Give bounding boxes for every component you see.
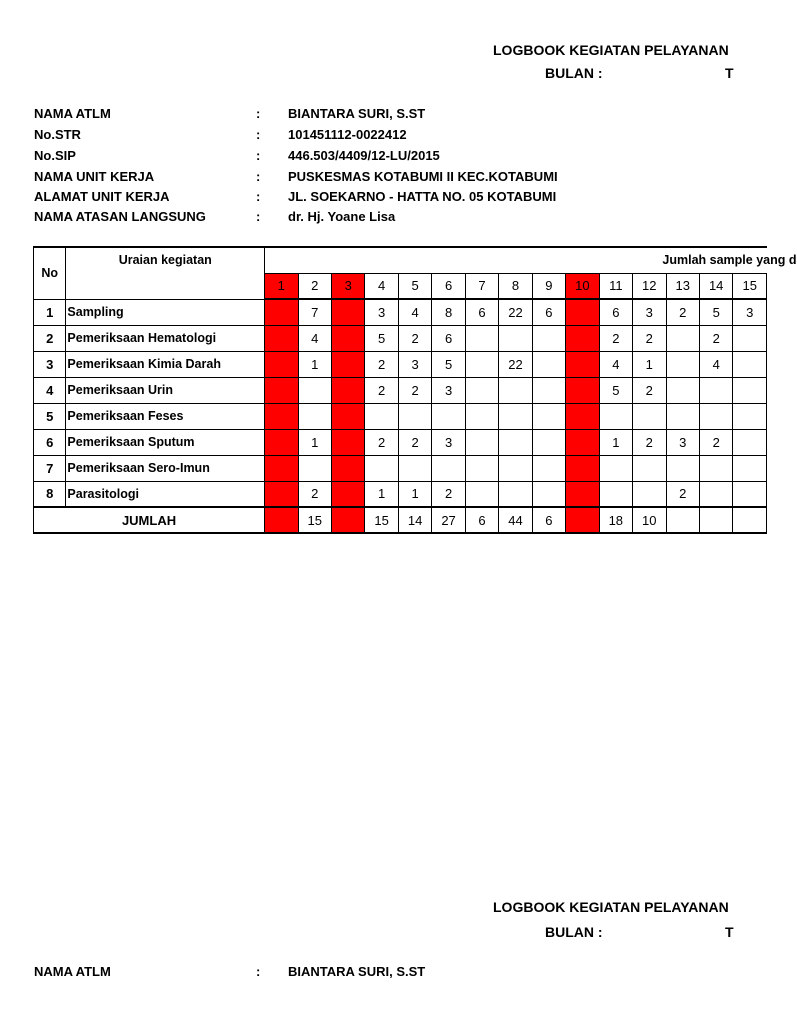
info-value: PUSKESMAS KOTABUMI II KEC.KOTABUMI	[288, 169, 558, 184]
total-cell	[699, 507, 732, 533]
sample-count-cell: 2	[633, 377, 666, 403]
info-value: JL. SOEKARNO - HATTA NO. 05 KOTABUMI	[288, 189, 557, 204]
day-column-header: 3	[331, 273, 364, 299]
sample-count-cell	[265, 403, 298, 429]
sample-count-cell	[566, 377, 599, 403]
sample-count-cell	[465, 377, 498, 403]
sample-count-cell: 4	[298, 325, 331, 351]
sample-count-cell	[532, 429, 565, 455]
sample-count-cell	[331, 325, 364, 351]
table-row	[34, 481, 767, 507]
info-value: 446.503/4409/12-LU/2015	[288, 148, 440, 163]
activity-name: Pemeriksaan Kimia Darah	[66, 351, 265, 377]
sample-count-cell: 2	[633, 429, 666, 455]
sample-count-cell	[532, 377, 565, 403]
sample-count-cell: 3	[666, 429, 699, 455]
sample-count-cell	[465, 351, 498, 377]
info-row-no-sip	[34, 146, 768, 166]
sample-count-cell: 4	[599, 351, 632, 377]
table-row	[34, 351, 767, 377]
sample-count-cell: 6	[432, 325, 465, 351]
sample-count-cell: 5	[699, 299, 732, 325]
sample-count-cell: 2	[666, 299, 699, 325]
sample-count-cell: 4	[699, 351, 732, 377]
sample-count-cell	[733, 351, 767, 377]
sample-count-cell	[532, 403, 565, 429]
sample-count-cell	[331, 299, 364, 325]
info-separator: :	[256, 106, 261, 121]
day-column-header: 7	[465, 273, 498, 299]
day-column-header: 15	[733, 273, 767, 299]
info-label: ALAMAT UNIT KERJA	[34, 189, 170, 204]
total-cell: 44	[499, 507, 532, 533]
sample-count-cell: 8	[432, 299, 465, 325]
sample-count-cell: 1	[365, 481, 398, 507]
table-row	[34, 377, 767, 403]
sample-count-cell	[733, 455, 767, 481]
column-header-sample-count	[265, 247, 797, 273]
total-cell: 14	[398, 507, 431, 533]
day-column-header: 14	[699, 273, 732, 299]
row-number: 7	[34, 455, 66, 481]
row-number: 4	[34, 377, 66, 403]
sample-count-cell	[633, 481, 666, 507]
sample-count-cell: 1	[298, 429, 331, 455]
sample-count-cell	[465, 403, 498, 429]
sample-count-cell	[733, 403, 767, 429]
sample-count-cell	[532, 325, 565, 351]
sample-count-cell	[298, 455, 331, 481]
total-cell: 18	[599, 507, 632, 533]
info-separator: :	[256, 189, 261, 204]
activity-name: Pemeriksaan Sero-Imun	[66, 455, 265, 481]
column-header-no: No	[34, 247, 66, 299]
sample-count-cell	[265, 351, 298, 377]
total-cell: 6	[465, 507, 498, 533]
sample-count-cell	[566, 351, 599, 377]
sample-count-cell	[733, 481, 767, 507]
row-number: 1	[34, 299, 66, 325]
table-row	[34, 455, 767, 481]
activity-name: Parasitologi	[66, 481, 265, 507]
sample-count-cell: 2	[633, 325, 666, 351]
sample-count-cell	[566, 481, 599, 507]
sample-count-cell	[265, 481, 298, 507]
sample-count-cell: 1	[298, 351, 331, 377]
sample-count-cell: 2	[699, 325, 732, 351]
info-row-nama-atlm	[34, 104, 768, 124]
info-value: BIANTARA SURI, S.ST	[288, 964, 426, 979]
total-cell: 27	[432, 507, 465, 533]
day-column-header: 2	[298, 273, 331, 299]
row-number: 8	[34, 481, 66, 507]
sample-count-cell: 6	[599, 299, 632, 325]
info-label: NAMA ATASAN LANGSUNG	[34, 209, 206, 224]
sample-count-cell	[465, 325, 498, 351]
day-column-header: 5	[398, 273, 431, 299]
activity-name: Pemeriksaan Sputum	[66, 429, 265, 455]
day-column-header: 6	[432, 273, 465, 299]
sample-count-cell	[566, 429, 599, 455]
total-cell	[566, 507, 599, 533]
sample-count-cell: 6	[465, 299, 498, 325]
sample-count-cell: 3	[398, 351, 431, 377]
sample-count-cell: 2	[365, 429, 398, 455]
info-value: dr. Hj. Yoane Lisa	[288, 209, 396, 224]
sample-count-cell	[331, 429, 364, 455]
sample-count-cell	[733, 377, 767, 403]
sample-count-cell: 3	[365, 299, 398, 325]
day-column-header: 1	[265, 273, 298, 299]
row-number: 6	[34, 429, 66, 455]
sample-count-cell: 2	[666, 481, 699, 507]
sample-count-cell	[465, 455, 498, 481]
footer-info-row-nama-atlm	[34, 962, 768, 982]
logbook-table	[33, 246, 797, 534]
sample-count-label: Jumlah sample yang d	[662, 253, 797, 268]
sample-count-cell	[599, 403, 632, 429]
sample-count-cell	[298, 403, 331, 429]
day-column-header: 11	[599, 273, 632, 299]
activity-name: Pemeriksaan Feses	[66, 403, 265, 429]
sample-count-cell	[432, 403, 465, 429]
sample-count-cell	[666, 325, 699, 351]
sample-count-cell	[499, 403, 532, 429]
sample-count-cell: 5	[365, 325, 398, 351]
info-row-atasan	[34, 207, 768, 227]
sample-count-cell	[465, 429, 498, 455]
sample-count-cell	[331, 481, 364, 507]
sample-count-cell: 2	[398, 377, 431, 403]
sample-count-cell: 22	[499, 299, 532, 325]
sample-count-cell: 6	[532, 299, 565, 325]
info-separator: :	[256, 169, 261, 184]
info-separator: :	[256, 127, 261, 142]
sample-count-cell	[432, 455, 465, 481]
info-label: No.STR	[34, 127, 81, 142]
sample-count-cell	[265, 429, 298, 455]
total-cell	[733, 507, 767, 533]
sample-count-cell: 1	[599, 429, 632, 455]
sample-count-cell	[733, 325, 767, 351]
sample-count-cell	[265, 377, 298, 403]
sample-count-cell	[499, 481, 532, 507]
activity-name: Sampling	[66, 299, 265, 325]
sample-count-cell	[566, 299, 599, 325]
total-cell	[666, 507, 699, 533]
day-column-header: 12	[633, 273, 666, 299]
day-column-header: 9	[532, 273, 565, 299]
table-row	[34, 403, 767, 429]
sample-count-cell	[532, 455, 565, 481]
sample-count-cell	[398, 403, 431, 429]
sample-count-cell: 5	[432, 351, 465, 377]
day-column-header: 4	[365, 273, 398, 299]
total-cell	[265, 507, 298, 533]
sample-count-cell: 3	[432, 377, 465, 403]
sample-count-cell: 2	[699, 429, 732, 455]
sample-count-cell: 1	[398, 481, 431, 507]
month-label: BULAN :	[545, 65, 603, 81]
sample-count-cell: 4	[398, 299, 431, 325]
sample-count-cell: 2	[365, 377, 398, 403]
info-row-alamat	[34, 187, 768, 207]
info-row-no-str	[34, 125, 768, 145]
table-row	[34, 429, 767, 455]
sample-count-cell	[566, 455, 599, 481]
day-column-header: 13	[666, 273, 699, 299]
total-cell: 10	[633, 507, 666, 533]
info-row-unit-kerja	[34, 167, 768, 187]
logbook-table-container	[33, 246, 797, 536]
activity-name: Pemeriksaan Hematologi	[66, 325, 265, 351]
total-cell: 15	[298, 507, 331, 533]
sample-count-cell	[666, 377, 699, 403]
footer-year-label-fragment: T	[725, 924, 734, 940]
sample-count-cell	[699, 455, 732, 481]
row-number: 5	[34, 403, 66, 429]
column-header-activity: Uraian kegiatan	[66, 247, 265, 299]
sample-count-cell	[532, 481, 565, 507]
sample-count-cell	[265, 455, 298, 481]
total-label: JUMLAH	[34, 507, 265, 533]
info-label: NAMA UNIT KERJA	[34, 169, 155, 184]
sample-count-cell	[365, 455, 398, 481]
row-number: 2	[34, 325, 66, 351]
sample-count-cell	[265, 299, 298, 325]
table-row	[34, 299, 767, 325]
document-title: LOGBOOK KEGIATAN PELAYANAN	[493, 42, 729, 58]
sample-count-cell	[499, 325, 532, 351]
sample-count-cell	[566, 325, 599, 351]
total-cell: 6	[532, 507, 565, 533]
sample-count-cell	[566, 403, 599, 429]
total-cell: 15	[365, 507, 398, 533]
sample-count-cell	[599, 455, 632, 481]
sample-count-cell	[699, 377, 732, 403]
sample-count-cell: 2	[365, 351, 398, 377]
sample-count-cell: 7	[298, 299, 331, 325]
sample-count-cell	[331, 403, 364, 429]
total-row	[34, 507, 767, 533]
sample-count-cell: 3	[432, 429, 465, 455]
sample-count-cell	[633, 403, 666, 429]
sample-count-cell	[265, 325, 298, 351]
sample-count-cell: 1	[633, 351, 666, 377]
info-value: 101451112-0022412	[288, 127, 407, 142]
sample-count-cell	[499, 429, 532, 455]
sample-count-cell	[499, 377, 532, 403]
sample-count-cell	[666, 403, 699, 429]
day-column-header: 8	[499, 273, 532, 299]
sample-count-cell: 2	[599, 325, 632, 351]
sample-count-cell	[699, 403, 732, 429]
sample-count-cell	[331, 351, 364, 377]
sample-count-cell: 2	[432, 481, 465, 507]
sample-count-cell: 3	[733, 299, 767, 325]
sample-count-cell	[633, 455, 666, 481]
sample-count-cell: 2	[398, 325, 431, 351]
sample-count-cell: 2	[298, 481, 331, 507]
footer-month-label: BULAN :	[545, 924, 603, 940]
row-number: 3	[34, 351, 66, 377]
sample-count-cell	[398, 455, 431, 481]
sample-count-cell	[465, 481, 498, 507]
info-label: No.SIP	[34, 148, 76, 163]
sample-count-cell	[733, 429, 767, 455]
sample-count-cell	[331, 455, 364, 481]
info-value: BIANTARA SURI, S.ST	[288, 106, 426, 121]
sample-count-cell	[331, 377, 364, 403]
sample-count-cell	[532, 351, 565, 377]
sample-count-cell	[666, 351, 699, 377]
info-label: NAMA ATLM	[34, 964, 111, 979]
year-label-fragment: T	[725, 65, 734, 81]
info-separator: :	[256, 148, 261, 163]
sample-count-cell: 2	[398, 429, 431, 455]
table-row	[34, 325, 767, 351]
footer-document-title: LOGBOOK KEGIATAN PELAYANAN	[493, 899, 729, 915]
day-column-header: 10	[566, 273, 599, 299]
info-separator: :	[256, 209, 261, 224]
sample-count-cell	[365, 403, 398, 429]
sample-count-cell: 5	[599, 377, 632, 403]
sample-count-cell	[298, 377, 331, 403]
total-cell	[331, 507, 364, 533]
sample-count-cell	[599, 481, 632, 507]
sample-count-cell	[499, 455, 532, 481]
info-separator: :	[256, 964, 261, 979]
sample-count-cell: 3	[633, 299, 666, 325]
sample-count-cell	[699, 481, 732, 507]
sample-count-cell: 22	[499, 351, 532, 377]
activity-name: Pemeriksaan Urin	[66, 377, 265, 403]
info-label: NAMA ATLM	[34, 106, 111, 121]
sample-count-cell	[666, 455, 699, 481]
